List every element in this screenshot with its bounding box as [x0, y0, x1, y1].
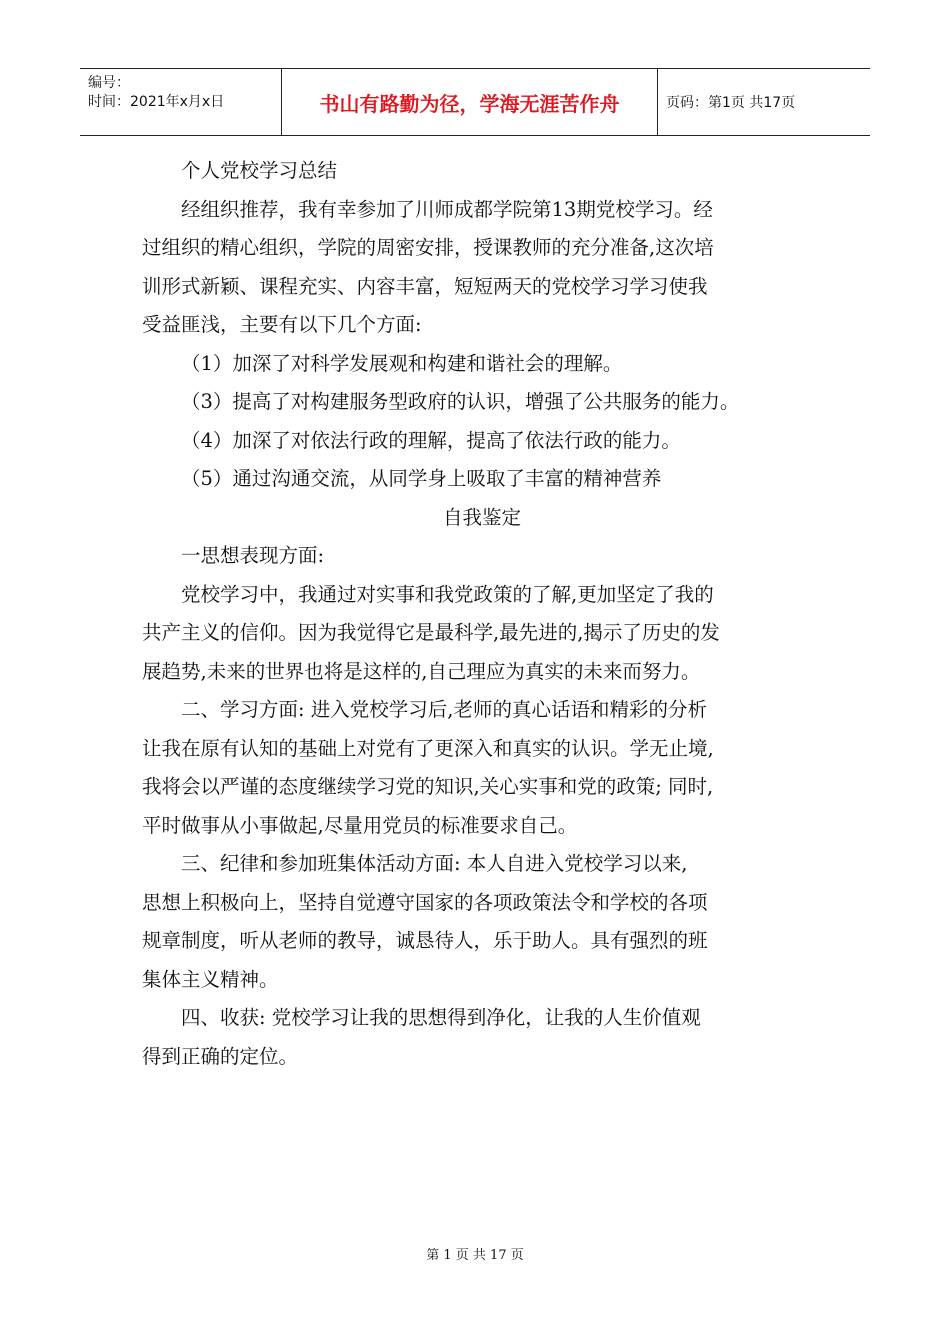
- text-line: 经组织推荐，我有幸参加了川师成都学院第13期党校学习。经: [181, 197, 713, 221]
- document-header: [80, 68, 870, 136]
- text-line: 过组织的精心组织，学院的周密安排，授课教师的充分准备,这次培: [142, 236, 714, 259]
- header-motto: 书山有路勤为径，学海无涯苦作舟: [319, 91, 620, 116]
- header-page-info: 页码：第1页 共17页: [666, 95, 796, 111]
- header-motto-cell: [282, 69, 658, 135]
- section-heading: 自我鉴定: [442, 505, 521, 529]
- text-line: 受益匪浅，主要有以下几个方面:: [142, 313, 422, 336]
- text-line: 平时做事从小事做起,尽量用党员的标准要求自己。: [142, 813, 578, 837]
- document-body: [142, 152, 822, 1076]
- text-line: 四、收获: 党校学习让我的思想得到净化，让我的人生价值观: [181, 1006, 701, 1029]
- document-number-label: 编号：: [88, 75, 130, 91]
- header-page-cell: [658, 69, 870, 135]
- text-line: （3）提高了对构建服务型政府的认识，增强了公共服务的能力。: [181, 390, 740, 413]
- text-line: 展趋势,未来的世界也将是这样的,自己理应为真实的未来而努力。: [142, 659, 701, 683]
- text-line: （4）加深了对依法行政的理解，提高了依法行政的能力。: [181, 428, 681, 452]
- text-line: 训形式新颖、课程充实、内容丰富，短短两天的党校学习学习使我: [142, 274, 708, 298]
- page-footer: 第 1 页 共 17 页: [426, 1248, 524, 1263]
- text-line: 二、学习方面: 进入党校学习后,老师的真心话语和精彩的分析: [181, 698, 707, 721]
- text-line: 让我在原有认知的基础上对党有了更深入和真实的认识。学无止境,: [142, 736, 714, 760]
- header-meta-cell: [80, 69, 282, 135]
- text-line: 思想上积极向上，坚持自觉遵守国家的各项政策法令和学校的各项: [142, 890, 708, 914]
- text-line: （1）加深了对科学发展观和构建和谐社会的理解。: [181, 351, 623, 375]
- text-line: 我将会以严谨的态度继续学习党的知识,关心实事和党的政策; 同时,: [142, 775, 714, 798]
- text-line: 规章制度，听从老师的教导，诚恳待人，乐于助人。具有强烈的班: [142, 929, 708, 952]
- text-line: 共产主义的信仰。因为我觉得它是最科学,最先进的,揭示了历史的发: [142, 621, 720, 644]
- text-line: 得到正确的定位。: [142, 1044, 299, 1068]
- document-time-label: 时间：2021年x月x日: [88, 94, 225, 110]
- text-line: 个人党校学习总结: [181, 159, 338, 182]
- text-line: （5）通过沟通交流，从同学身上吸取了丰富的精神营养: [181, 467, 662, 490]
- text-line: 一思想表现方面:: [181, 544, 325, 567]
- text-line: 集体主义精神。: [142, 967, 279, 991]
- text-line: 党校学习中，我通过对实事和我党政策的了解,更加坚定了我的: [181, 582, 714, 606]
- text-line: 三、纪律和参加班集体活动方面: 本人自进入党校学习以来,: [181, 852, 688, 875]
